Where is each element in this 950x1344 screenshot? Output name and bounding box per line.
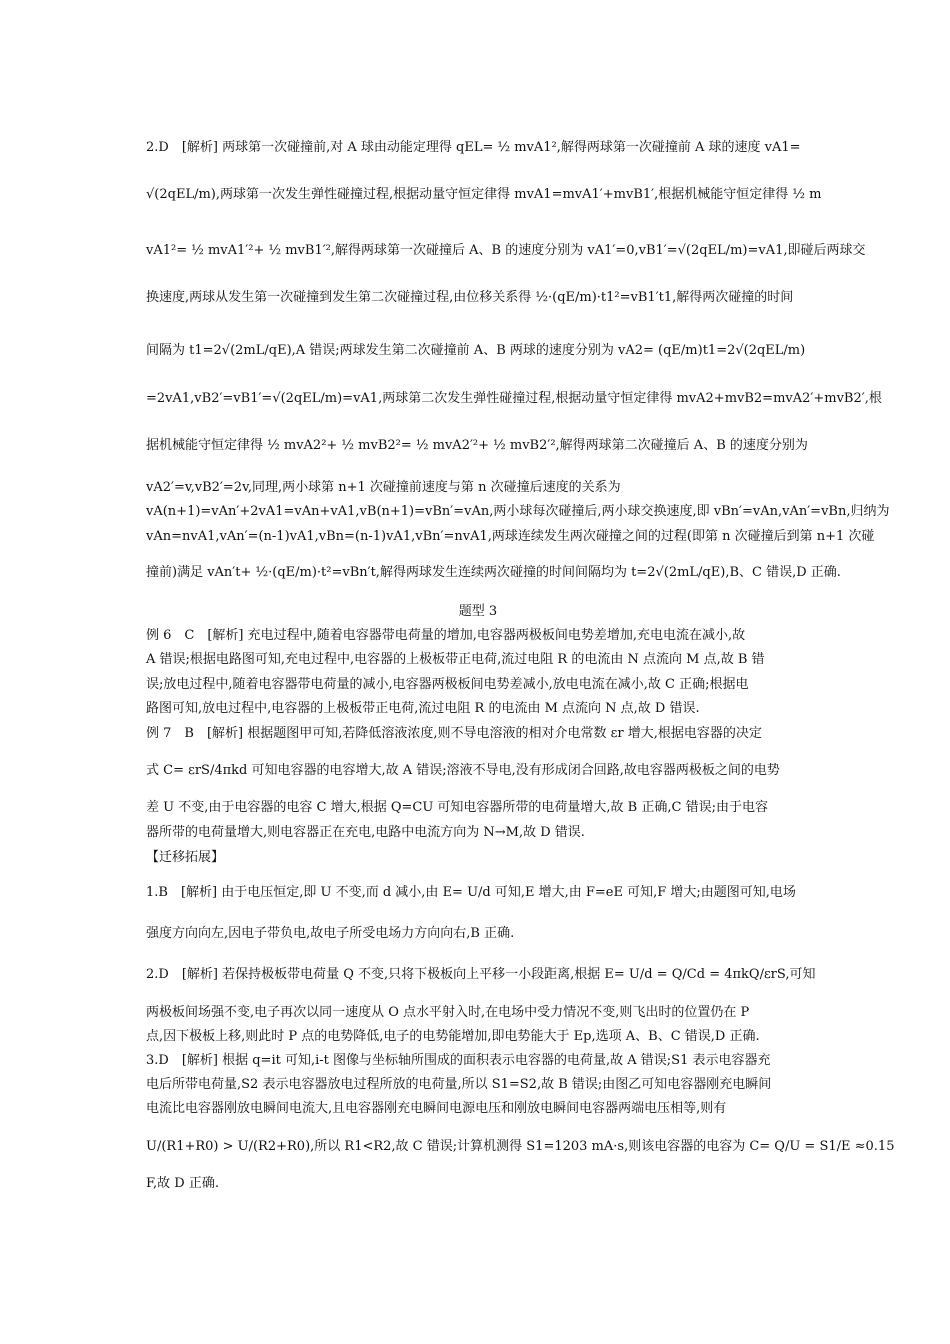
text-line: A 错误;根据电路图可知,充电过程中,电容器的上极板带正电荷,流过电阻 R 的电流由 N 点流向 M 点,故 B 错	[146, 652, 765, 667]
text-line: 据机械能守恒定律得 ½ mvA2²+ ½ mvB2²= ½ mvA2′²+ ½ mvB2′²,解得两球第二次碰撞后 A、B 的速度分别为	[146, 438, 808, 453]
text-line: vA1²= ½ mvA1′²+ ½ mvB1′²,解得两球第一次碰撞后 A、B 的速度分别为 vA1′=0,vB1′=√(2qEL/m)=vA1,即碰后两球交	[146, 243, 866, 258]
subsection-heading: 【迁移拓展】	[146, 850, 225, 865]
text-line: vA2′=v,vB2′=2v,同理,两小球第 n+1 次碰撞前速度与第 n 次碰撞后速度的关系为	[146, 480, 621, 495]
text-line: 换速度,两球从发生第一次碰撞到发生第二次碰撞过程,由位移关系得 ½·(qE/m)·t1²=vB1′t1,解得两次碰撞的时间	[146, 290, 794, 305]
text-line: 式 C= εrS/4πkd 可知电容器的电容增大,故 A 错误;溶液不导电,没有形成闭合回路,故电容器两极板之间的电势	[146, 763, 780, 778]
text-line: 两极板间场强不变,电子再次以同一速度从 O 点水平射入时,在电场中受力情况不变,则飞出时的位置仍在 P	[146, 1005, 750, 1020]
text-line: 撞前)满足 vAn′t+ ½·(qE/m)·t²=vBn′t,解得两球发生连续两次碰撞的时间间隔均为 t=2√(2mL/qE),B、C 错误,D 正确.	[146, 565, 841, 580]
text-line: 电后所带电荷量,S2 表示电容器放电过程所放的电荷量,所以 S1=S2,故 B 错误;由图乙可知电容器刚充电瞬间	[146, 1077, 772, 1092]
text-line: 电流比电容器刚放电瞬间电流大,且电容器刚充电瞬间电源电压和刚放电瞬间电容器两端电压相等,则有	[146, 1101, 727, 1116]
text-line: 路图可知,放电过程中,电容器的上极板带正电荷,流过电阻 R 的电流由 M 点流向 N 点,故 D 错误.	[146, 701, 700, 716]
text-line: 例 6 C [解析] 充电过程中,随着电容器带电荷量的增加,电容器两极板间电势差增加,充电电流在减小,故	[146, 628, 746, 643]
text-line: 差 U 不变,由于电容器的电容 C 增大,根据 Q=CU 可知电容器所带的电荷量增大,故 B 正确,C 错误;由于电容	[146, 800, 768, 815]
text-line: 器所带的电荷量增大,则电容器正在充电,电路中电流方向为 N→M,故 D 错误.	[146, 825, 585, 840]
section-heading: 题型 3	[458, 604, 498, 619]
text-line: 例 7 B [解析] 根据题图甲可知,若降低溶液浓度,则不导电溶液的相对介电常数 εr 增大,根据电容器的决定	[146, 726, 762, 741]
text-line: vAn=nvA1,vAn′=(n-1)vA1,vBn=(n-1)vA1,vBn′=nvA1,两球连续发生两次碰撞之间的过程(即第 n 次碰撞后到第 n+1 次碰	[146, 529, 875, 544]
text-line: =2vA1,vB2′=vB1′=√(2qEL/m)=vA1,两球第二次发生弹性碰撞过程,根据动量守恒定律得 mvA2+mvB2=mvA2′+mvB2′,根	[146, 391, 882, 406]
text-line: U/(R1+R0) > U/(R2+R0),所以 R1<R2,故 C 错误;计算机测得 S1=1203 mA·s,则该电容器的电容为 C= Q/U = S1/E ≈0.15	[146, 1139, 895, 1154]
text-line: 强度方向向左,因电子带负电,故电子所受电场力方向向右,B 正确.	[146, 926, 515, 941]
text-line: 间隔为 t1=2√(2mL/qE),A 错误;两球发生第二次碰撞前 A、B 两球的速度分别为 vA2= (qE/m)t1=2√(2qEL/m)	[146, 343, 806, 358]
text-line: 2.D [解析] 若保持极板带电荷量 Q 不变,只将下极板向上平移一小段距离,根据 E= U/d = Q/Cd = 4πkQ/εrS,可知	[146, 967, 816, 982]
text-line: 1.B [解析] 由于电压恒定,即 U 不变,而 d 减小,由 E= U/d 可知,E 增大,由 F=eE 可知,F 增大;由题图可知,电场	[146, 885, 796, 900]
text-line: √(2qEL/m),两球第一次发生弹性碰撞过程,根据动量守恒定律得 mvA1=mvA1′+mvB1′,根据机械能守恒定律得 ½ m	[146, 187, 822, 202]
text-line: F,故 D 正确.	[146, 1176, 219, 1191]
text-line: vA(n+1)=vAn′+2vA1=vAn+vA1,vB(n+1)=vBn′=vAn,两小球每次碰撞后,两小球交换速度,即 vBn′=vAn,vAn′=vBn,归纳为	[146, 504, 890, 519]
text-line: 3.D [解析] 根据 q=it 可知,i-t 图像与坐标轴所围成的面积表示电容器的电荷量,故 A 错误;S1 表示电容器充	[146, 1053, 771, 1068]
text-line: 点,因下极板上移,则此时 P 点的电势降低,电子的电势能增加,即电势能大于 Ep,选项 A、B、C 错误,D 正确.	[146, 1029, 760, 1044]
text-line: 2.D [解析] 两球第一次碰撞前,对 A 球由动能定理得 qEL= ½ mvA1²,解得两球第一次碰撞前 A 球的速度 vA1=	[146, 140, 801, 155]
text-line: 误;放电过程中,随着电容器带电荷量的减小,电容器两极板间电势差减小,放电电流在减小,故 C 正确;根据电	[146, 677, 749, 692]
